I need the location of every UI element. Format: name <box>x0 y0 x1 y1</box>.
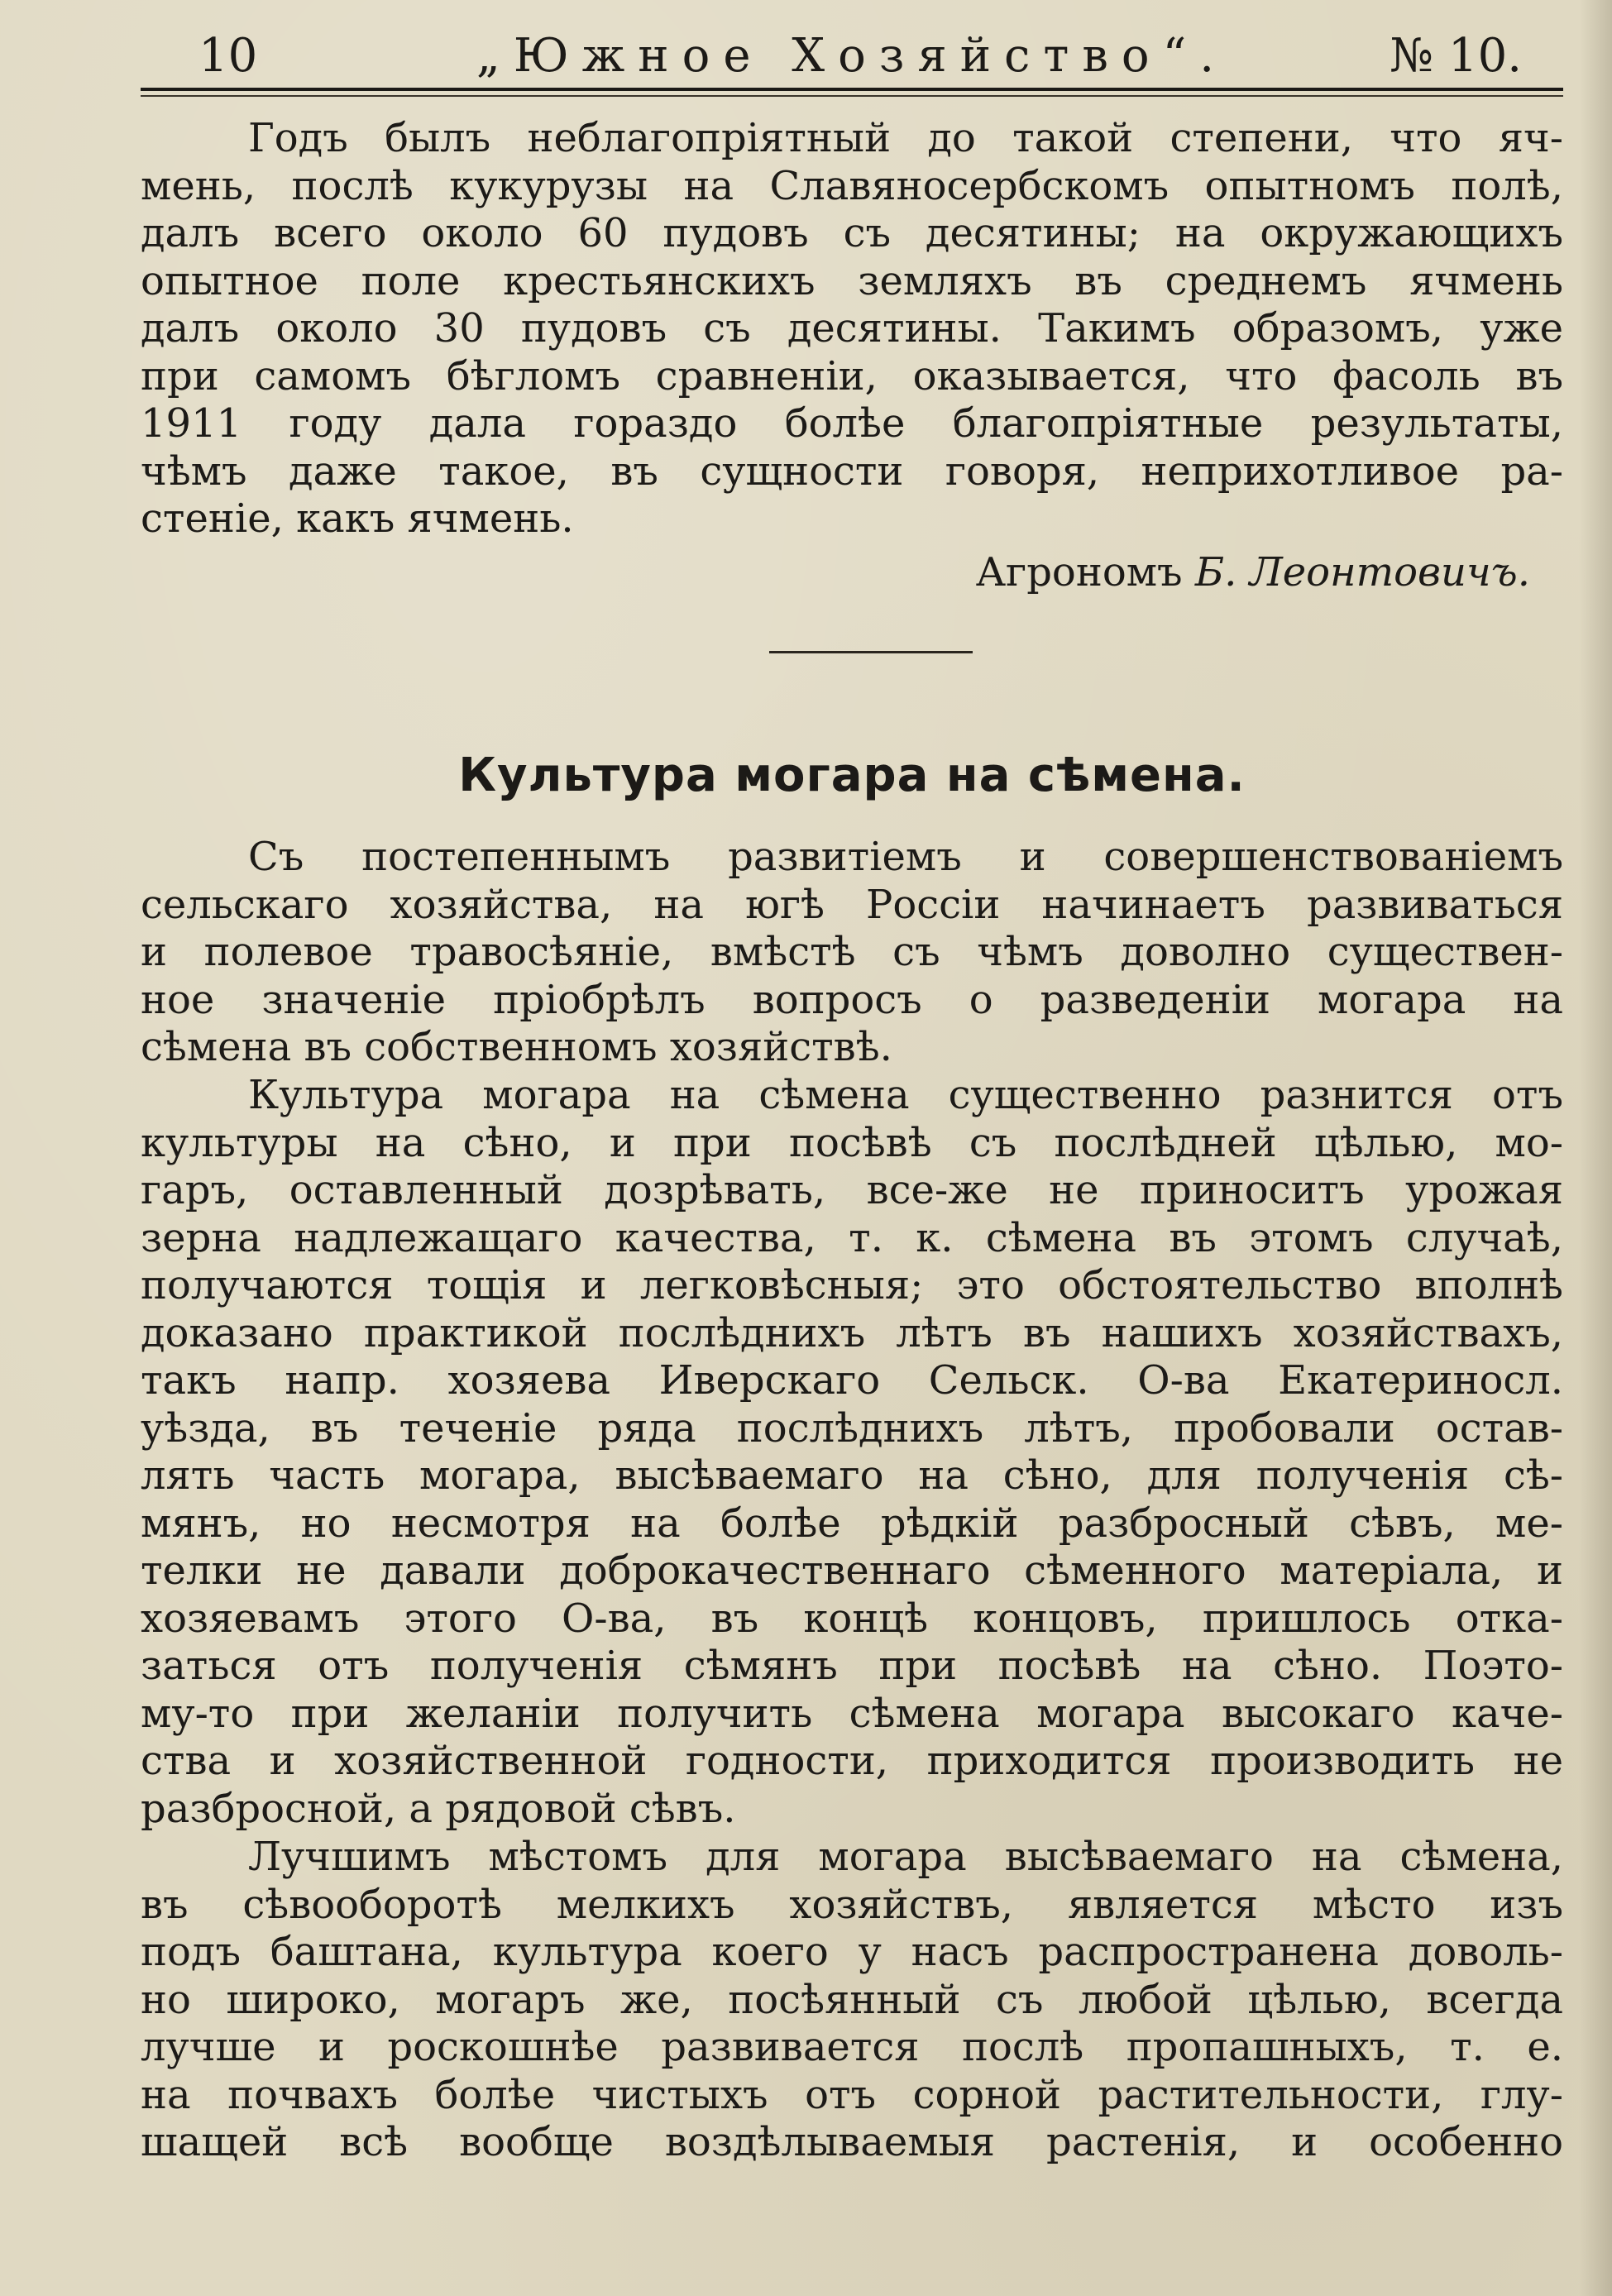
text-line: сельскаго хозяйства, на югѣ Россіи начинаетъ развиваться <box>141 881 1563 928</box>
signature-title: Агрономъ <box>975 549 1183 596</box>
article-paragraph-3 <box>141 1834 1563 2167</box>
text-line: гаръ, оставленный дозрѣвать, все-же не приноситъ урожая <box>141 1167 1563 1213</box>
text-line: далъ всего около 60 пудовъ съ десятины; на окружающихъ <box>141 210 1563 256</box>
text-line: лучше и роскошнѣе развивается послѣ пропашныхъ, т. е. <box>141 2024 1563 2070</box>
text-line: 1911 году дала гораздо болѣе благопріятные результаты, <box>141 400 1563 447</box>
text-line: ное значеніе пріобрѣлъ вопросъ о разведеніи могара на <box>141 976 1563 1023</box>
text-line: ства и хозяйственной годности, приходится производить не <box>141 1738 1563 1784</box>
text-line: стеніе, какъ ячмень. <box>141 495 574 542</box>
text-line: му-то при желаніи получить сѣмена могара высокаго каче- <box>141 1690 1563 1737</box>
article-title: Культура могара на сѣмена. <box>458 749 1246 802</box>
text-line: доказано практикой послѣднихъ лѣтъ въ нашихъ хозяйствахъ, <box>141 1309 1563 1356</box>
text-line: такъ напр. хозяева Иверскаго Сельск. О-ва Екатериносл. <box>141 1357 1563 1404</box>
text-line: лять часть могара, высѣваемаго на сѣно, для полученія сѣ- <box>141 1452 1563 1499</box>
text-line: въ сѣвооборотѣ мелкихъ хозяйствъ, является мѣсто изъ <box>141 1881 1563 1928</box>
text-line: хозяевамъ этого О-ва, въ концѣ концовъ, пришлось отка- <box>141 1595 1563 1642</box>
text-line: мянъ, но несмотря на болѣе рѣдкій разбросный сѣвъ, ме- <box>141 1500 1563 1547</box>
text-line: опытное поле крестьянскихъ земляхъ въ среднемъ ячмень <box>141 257 1563 304</box>
journal-title: „Южное Хозяйство“. <box>476 29 1228 83</box>
text-line: Годъ былъ неблагопріятный до такой степени, что яч- <box>248 115 1563 161</box>
text-line: культуры на сѣно, и при посѣвѣ съ послѣдней цѣлью, мо- <box>141 1119 1563 1166</box>
text-line: сѣмена въ собственномъ хозяйствѣ. <box>141 1024 892 1070</box>
text-line: подъ баштана, культура коего у насъ распространена доволь- <box>141 1929 1563 1975</box>
page-number: 10 <box>199 29 258 83</box>
article-signature <box>141 549 1563 597</box>
prev-article-paragraph <box>141 115 1563 543</box>
article-paragraph-2 <box>141 1072 1563 1833</box>
text-line: заться отъ полученія сѣмянъ при посѣвѣ на сѣно. Поэто- <box>141 1643 1563 1689</box>
text-line: разбросной, а рядовой сѣвъ. <box>141 1785 736 1832</box>
text-line: получаются тощія и легковѣсныя; это обстоятельство вполнѣ <box>141 1262 1563 1308</box>
text-line: зерна надлежащаго качества, т. к. сѣмена въ этомъ случаѣ, <box>141 1214 1563 1261</box>
running-header <box>141 23 1563 89</box>
text-line: Съ постепеннымъ развитіемъ и совершенствованіемъ <box>248 834 1563 880</box>
text-line: чѣмъ даже такое, въ сущности говоря, неприхотливое ра- <box>141 447 1563 495</box>
text-line: но широко, могаръ же, посѣянный съ любой цѣлью, всегда <box>141 1976 1563 2023</box>
text-line: при самомъ бѣгломъ сравненіи, оказывается, что фасоль въ <box>141 352 1563 399</box>
header-rule-thick <box>141 88 1563 91</box>
text-line: мень, послѣ кукурузы на Славяносербскомъ опытномъ полѣ, <box>141 162 1563 209</box>
text-line: и полевое травосѣяніе, вмѣстѣ съ чѣмъ доволно существен- <box>141 929 1563 975</box>
article-separator <box>769 651 973 653</box>
text-line: уѣзда, въ теченіе ряда послѣднихъ лѣтъ, пробовали остав- <box>141 1404 1563 1452</box>
header-rule-thin <box>141 95 1563 97</box>
article-paragraph-1 <box>141 834 1563 1072</box>
text-line: Лучшимъ мѣстомъ для могара высѣваемаго на сѣмена, <box>248 1834 1563 1880</box>
text-line: на почвахъ болѣе чистыхъ отъ сорной растительности, глу- <box>141 2071 1563 2118</box>
text-line: далъ около 30 пудовъ съ десятины. Такимъ образомъ, уже <box>141 305 1563 352</box>
signature-author: Б. Леонтовичъ. <box>1194 549 1530 596</box>
text-line: шащей всѣ вообще воздѣлываемыя растенія, и особенно <box>141 2119 1563 2165</box>
text-line: Культура могара на сѣмена существенно разнится отъ <box>248 1072 1563 1118</box>
text-line: телки не давали доброкачественнаго сѣменного матеріала, и <box>141 1547 1563 1594</box>
page-gutter-shadow <box>1579 0 1612 2296</box>
issue-number: № 10. <box>1390 29 1522 83</box>
